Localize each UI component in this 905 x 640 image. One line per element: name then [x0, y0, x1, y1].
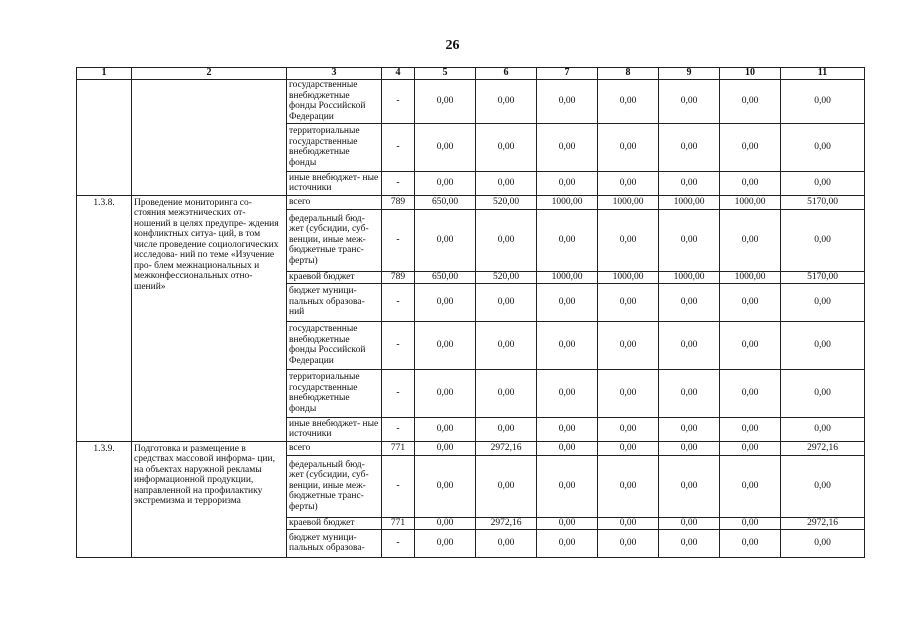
value-cell: 0,00 — [598, 123, 659, 171]
value-cell: 0,00 — [476, 417, 537, 441]
item-title: Подготовка и размещение в средствах массовой информа- ции, на объектах наружной рекламы информационной продукции, направленной на профилактику экстремизма и терроризма — [132, 441, 287, 557]
budget-code: 771 — [382, 517, 415, 529]
value-cell: 1000,00 — [598, 195, 659, 209]
budget-code: - — [382, 79, 415, 123]
value-cell: 0,00 — [598, 441, 659, 455]
budget-code: - — [382, 455, 415, 517]
budget-code: - — [382, 283, 415, 321]
funding-source: бюджет муници- пальных образова- — [287, 529, 382, 557]
value-cell: 0,00 — [415, 171, 476, 195]
value-cell: 0,00 — [659, 321, 720, 369]
budget-code: - — [382, 529, 415, 557]
funding-source: всего — [287, 441, 382, 455]
budget-code: - — [382, 209, 415, 271]
value-cell: 0,00 — [781, 417, 865, 441]
value-cell: 650,00 — [415, 271, 476, 283]
value-cell: 2972,16 — [781, 441, 865, 455]
value-cell: 0,00 — [415, 79, 476, 123]
value-cell: 0,00 — [598, 529, 659, 557]
value-cell: 1000,00 — [659, 271, 720, 283]
value-cell: 0,00 — [598, 171, 659, 195]
value-cell: 0,00 — [659, 441, 720, 455]
value-cell: 0,00 — [415, 417, 476, 441]
funding-source: федеральный бюд- жет (субсидии, суб- венции, иные меж- бюджетные транс- ферты) — [287, 209, 382, 271]
value-cell: 520,00 — [476, 271, 537, 283]
budget-code: - — [382, 417, 415, 441]
value-cell: 0,00 — [415, 455, 476, 517]
value-cell: 0,00 — [415, 517, 476, 529]
value-cell: 1000,00 — [720, 271, 781, 283]
value-cell: 0,00 — [720, 529, 781, 557]
value-cell: 0,00 — [476, 171, 537, 195]
value-cell: 0,00 — [537, 455, 598, 517]
value-cell: 0,00 — [720, 441, 781, 455]
value-cell: 0,00 — [720, 369, 781, 417]
value-cell: 0,00 — [720, 171, 781, 195]
value-cell: 0,00 — [598, 79, 659, 123]
budget-code: 771 — [382, 441, 415, 455]
value-cell: 1000,00 — [659, 195, 720, 209]
value-cell: 0,00 — [537, 517, 598, 529]
value-cell: 0,00 — [415, 369, 476, 417]
value-cell: 0,00 — [781, 321, 865, 369]
value-cell: 0,00 — [537, 123, 598, 171]
value-cell: 0,00 — [415, 209, 476, 271]
value-cell: 0,00 — [659, 417, 720, 441]
col-header: 6 — [476, 68, 537, 80]
value-cell: 0,00 — [720, 417, 781, 441]
value-cell: 0,00 — [598, 517, 659, 529]
value-cell: 0,00 — [537, 321, 598, 369]
funding-source: иные внебюджет- ные источники — [287, 417, 382, 441]
value-cell: 0,00 — [415, 441, 476, 455]
item-code: 1.3.8. — [77, 195, 132, 441]
value-cell: 0,00 — [659, 209, 720, 271]
value-cell: 0,00 — [537, 171, 598, 195]
value-cell: 0,00 — [476, 209, 537, 271]
value-cell: 2972,16 — [476, 441, 537, 455]
value-cell: 650,00 — [415, 195, 476, 209]
col-header: 8 — [598, 68, 659, 80]
funding-source: территориальные государственные внебюджетные фонды — [287, 123, 382, 171]
value-cell: 0,00 — [598, 283, 659, 321]
value-cell: 0,00 — [537, 79, 598, 123]
value-cell: 0,00 — [598, 369, 659, 417]
funding-source: государственные внебюджетные фонды Российской Федерации — [287, 79, 382, 123]
value-cell: 1000,00 — [720, 195, 781, 209]
value-cell: 0,00 — [476, 529, 537, 557]
value-cell: 0,00 — [781, 209, 865, 271]
value-cell: 1000,00 — [537, 195, 598, 209]
funding-source: краевой бюджет — [287, 517, 382, 529]
col-header: 11 — [781, 68, 865, 80]
value-cell: 0,00 — [720, 209, 781, 271]
value-cell: 0,00 — [781, 455, 865, 517]
budget-code: 789 — [382, 271, 415, 283]
value-cell: 0,00 — [659, 283, 720, 321]
value-cell: 2972,16 — [476, 517, 537, 529]
value-cell: 0,00 — [537, 369, 598, 417]
value-cell: 5170,00 — [781, 195, 865, 209]
value-cell: 0,00 — [476, 79, 537, 123]
value-cell: 0,00 — [659, 529, 720, 557]
col-header: 3 — [287, 68, 382, 80]
budget-table — [76, 67, 865, 558]
col-header: 7 — [537, 68, 598, 80]
value-cell: 0,00 — [598, 417, 659, 441]
table-row — [77, 79, 865, 123]
value-cell: 0,00 — [476, 283, 537, 321]
empty-desc-cell — [132, 79, 287, 195]
value-cell: 0,00 — [659, 369, 720, 417]
funding-source: всего — [287, 195, 382, 209]
value-cell: 0,00 — [659, 517, 720, 529]
value-cell: 520,00 — [476, 195, 537, 209]
col-header: 1 — [77, 68, 132, 80]
value-cell: 0,00 — [537, 283, 598, 321]
value-cell: 0,00 — [659, 79, 720, 123]
value-cell: 1000,00 — [537, 271, 598, 283]
funding-source: федеральный бюд- жет (субсидии, суб- венции, иные меж- бюджетные транс- ферты) — [287, 455, 382, 517]
col-header: 5 — [415, 68, 476, 80]
value-cell: 0,00 — [720, 79, 781, 123]
funding-source: краевой бюджет — [287, 271, 382, 283]
funding-source: иные внебюджет- ные источники — [287, 171, 382, 195]
column-number-row — [77, 68, 865, 80]
value-cell: 0,00 — [537, 441, 598, 455]
item-title: Проведение мониторинга со- стояния межэтнических от- ношений в целях предупре- ждения конфликтных ситуа- ций, в том числе проведение социологических исследова- ний по теме «Изучение про- блем межнациональных и межконфессиональных отно- шений» — [132, 195, 287, 441]
value-cell: 0,00 — [537, 209, 598, 271]
value-cell: 0,00 — [659, 171, 720, 195]
col-header: 4 — [382, 68, 415, 80]
value-cell: 0,00 — [415, 283, 476, 321]
value-cell: 0,00 — [720, 321, 781, 369]
value-cell: 0,00 — [598, 455, 659, 517]
col-header: 9 — [659, 68, 720, 80]
page-number: 26 — [445, 38, 460, 53]
budget-code: - — [382, 123, 415, 171]
budget-code: - — [382, 321, 415, 369]
empty-code-cell — [77, 79, 132, 195]
value-cell: 0,00 — [476, 369, 537, 417]
value-cell: 0,00 — [720, 455, 781, 517]
value-cell: 0,00 — [781, 369, 865, 417]
value-cell: 1000,00 — [598, 271, 659, 283]
value-cell: 0,00 — [720, 517, 781, 529]
item-code: 1.3.9. — [77, 441, 132, 557]
budget-code: - — [382, 369, 415, 417]
value-cell: 0,00 — [781, 79, 865, 123]
value-cell: 0,00 — [415, 529, 476, 557]
funding-source: бюджет муници- пальных образова- ний — [287, 283, 382, 321]
funding-source: территориальные государственные внебюджетные фонды — [287, 369, 382, 417]
table-row — [77, 441, 865, 455]
value-cell: 0,00 — [720, 123, 781, 171]
value-cell: 2972,16 — [781, 517, 865, 529]
value-cell: 0,00 — [476, 321, 537, 369]
table-row — [77, 195, 865, 209]
value-cell: 0,00 — [537, 417, 598, 441]
value-cell: 0,00 — [659, 455, 720, 517]
value-cell: 0,00 — [537, 529, 598, 557]
value-cell: 0,00 — [781, 283, 865, 321]
value-cell: 0,00 — [781, 123, 865, 171]
value-cell: 0,00 — [781, 171, 865, 195]
funding-source: государственные внебюджетные фонды Российской Федерации — [287, 321, 382, 369]
value-cell: 0,00 — [598, 209, 659, 271]
value-cell: 0,00 — [415, 321, 476, 369]
col-header: 2 — [132, 68, 287, 80]
budget-code: - — [382, 171, 415, 195]
value-cell: 0,00 — [476, 455, 537, 517]
value-cell: 0,00 — [476, 123, 537, 171]
value-cell: 0,00 — [720, 283, 781, 321]
value-cell: 5170,00 — [781, 271, 865, 283]
value-cell: 0,00 — [598, 321, 659, 369]
col-header: 10 — [720, 68, 781, 80]
budget-code: 789 — [382, 195, 415, 209]
value-cell: 0,00 — [659, 123, 720, 171]
value-cell: 0,00 — [415, 123, 476, 171]
value-cell: 0,00 — [781, 529, 865, 557]
